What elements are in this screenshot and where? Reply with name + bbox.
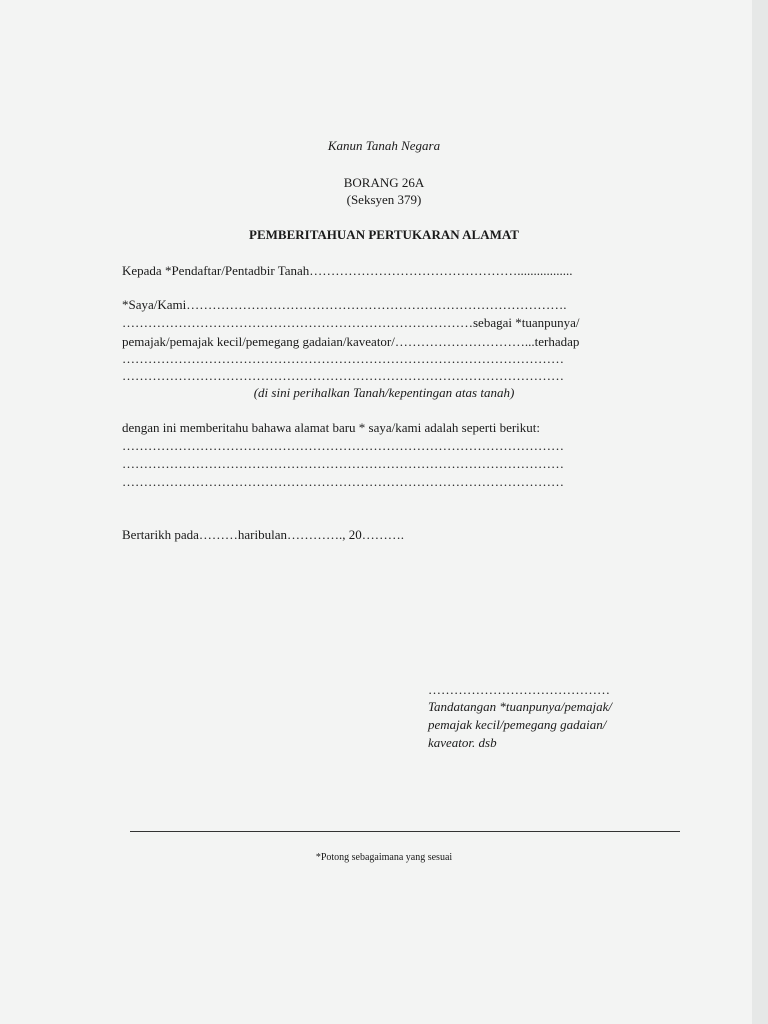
- applicant-line-2: ………………………………………………………………………sebagai *tuanpunya/: [122, 315, 580, 330]
- date-line: Bertarikh pada………haribulan…………., 20……….: [122, 527, 404, 542]
- signature-dots: ……………………………………: [428, 682, 610, 697]
- form-title: PEMBERITAHUAN PERTUKARAN ALAMAT: [249, 227, 519, 242]
- land-description-note: (di sini perihalkan Tanah/kepentingan atas tanah): [253, 385, 515, 400]
- applicant-line-3: pemajak/pemajak kecil/pemegang gadaian/kaveator/…………………………...terhadap: [122, 334, 580, 349]
- footer-divider: [130, 831, 680, 832]
- applicant-line-1: *Saya/Kami…………………………………………………………………………….: [122, 297, 567, 312]
- form-number: BORANG 26A: [343, 175, 425, 190]
- section-reference: (Seksyen 379): [346, 192, 422, 207]
- land-line-2: …………………………………………………………………………………………: [122, 368, 564, 383]
- notice-statement: dengan ini memberitahu bahawa alamat baru * saya/kami adalah seperti berikut:: [122, 420, 541, 435]
- address-line-2: …………………………………………………………………………………………: [122, 456, 564, 471]
- address-line-3: …………………………………………………………………………………………: [122, 474, 564, 489]
- address-line-1: …………………………………………………………………………………………: [122, 438, 564, 453]
- footer-note: *Potong sebagaimana yang sesuai: [315, 852, 453, 863]
- addressee-line: Kepada *Pendaftar/Pentadbir Tanah………………………………………….................: [122, 263, 573, 278]
- land-line-1: …………………………………………………………………………………………: [122, 351, 564, 366]
- signature-label-2: pemajak kecil/pemegang gadaian/: [428, 717, 607, 732]
- signature-label-1: Tandatangan *tuanpunya/pemajak/: [428, 699, 613, 714]
- signature-label-3: kaveator. dsb: [428, 735, 497, 750]
- act-title: Kanun Tanah Negara: [327, 138, 441, 153]
